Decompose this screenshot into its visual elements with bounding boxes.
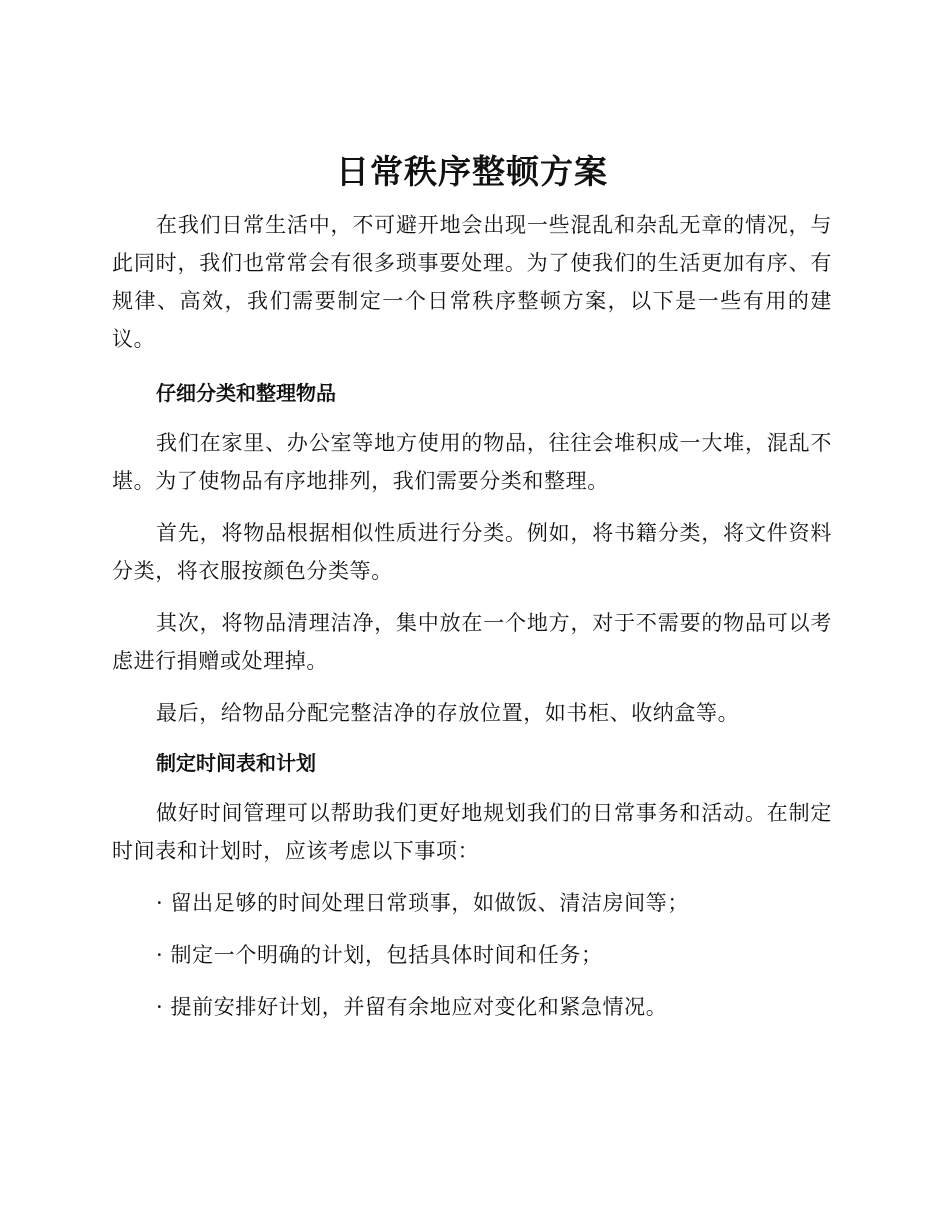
document-title: 日常秩序整顿方案 (336, 152, 608, 191)
bullet-item: · 提前安排好计划，并留有余地应对变化和紧急情况。 (156, 995, 668, 1019)
bullet-item: · 制定一个明确的计划，包括具体时间和任务； (156, 943, 603, 967)
document-page (112, 148, 832, 1026)
section1-paragraph-4: 最后，给物品分配完整洁净的存放位置，如书柜、收纳盒等。 (156, 701, 740, 725)
section-heading-schedule: 制定时间表和计划 (156, 751, 316, 775)
section1-paragraph-3: 其次，将物品清理洁净，集中放在一个地方，对于不需要的物品可以考虑进行捐赠或处理掉。 (112, 611, 832, 673)
bullet-item: · 留出足够的时间处理日常琐事，如做饭、清洁房间等； (156, 891, 689, 915)
section2-paragraph: 做好时间管理可以帮助我们更好地规划我们的日常事务和活动。在制定时间表和计划时，应该考虑以下事项： (112, 801, 832, 863)
section-heading-sort-items: 仔细分类和整理物品 (156, 381, 336, 405)
section1-paragraph-1: 我们在家里、办公室等地方使用的物品，往往会堆积成一大堆，混乱不堪。为了使物品有序地排列，我们需要分类和整理。 (112, 431, 832, 493)
section1-paragraph-2: 首先，将物品根据相似性质进行分类。例如，将书籍分类，将文件资料分类，将衣服按颜色分类等。 (112, 521, 832, 583)
intro-paragraph: 在我们日常生活中，不可避开地会出现一些混乱和杂乱无章的情况，与此同时，我们也常常会有很多琐事要处理。为了使我们的生活更加有序、有规律、高效，我们需要制定一个日常秩序整顿方案，以下是一些有用的建议。 (112, 213, 832, 351)
